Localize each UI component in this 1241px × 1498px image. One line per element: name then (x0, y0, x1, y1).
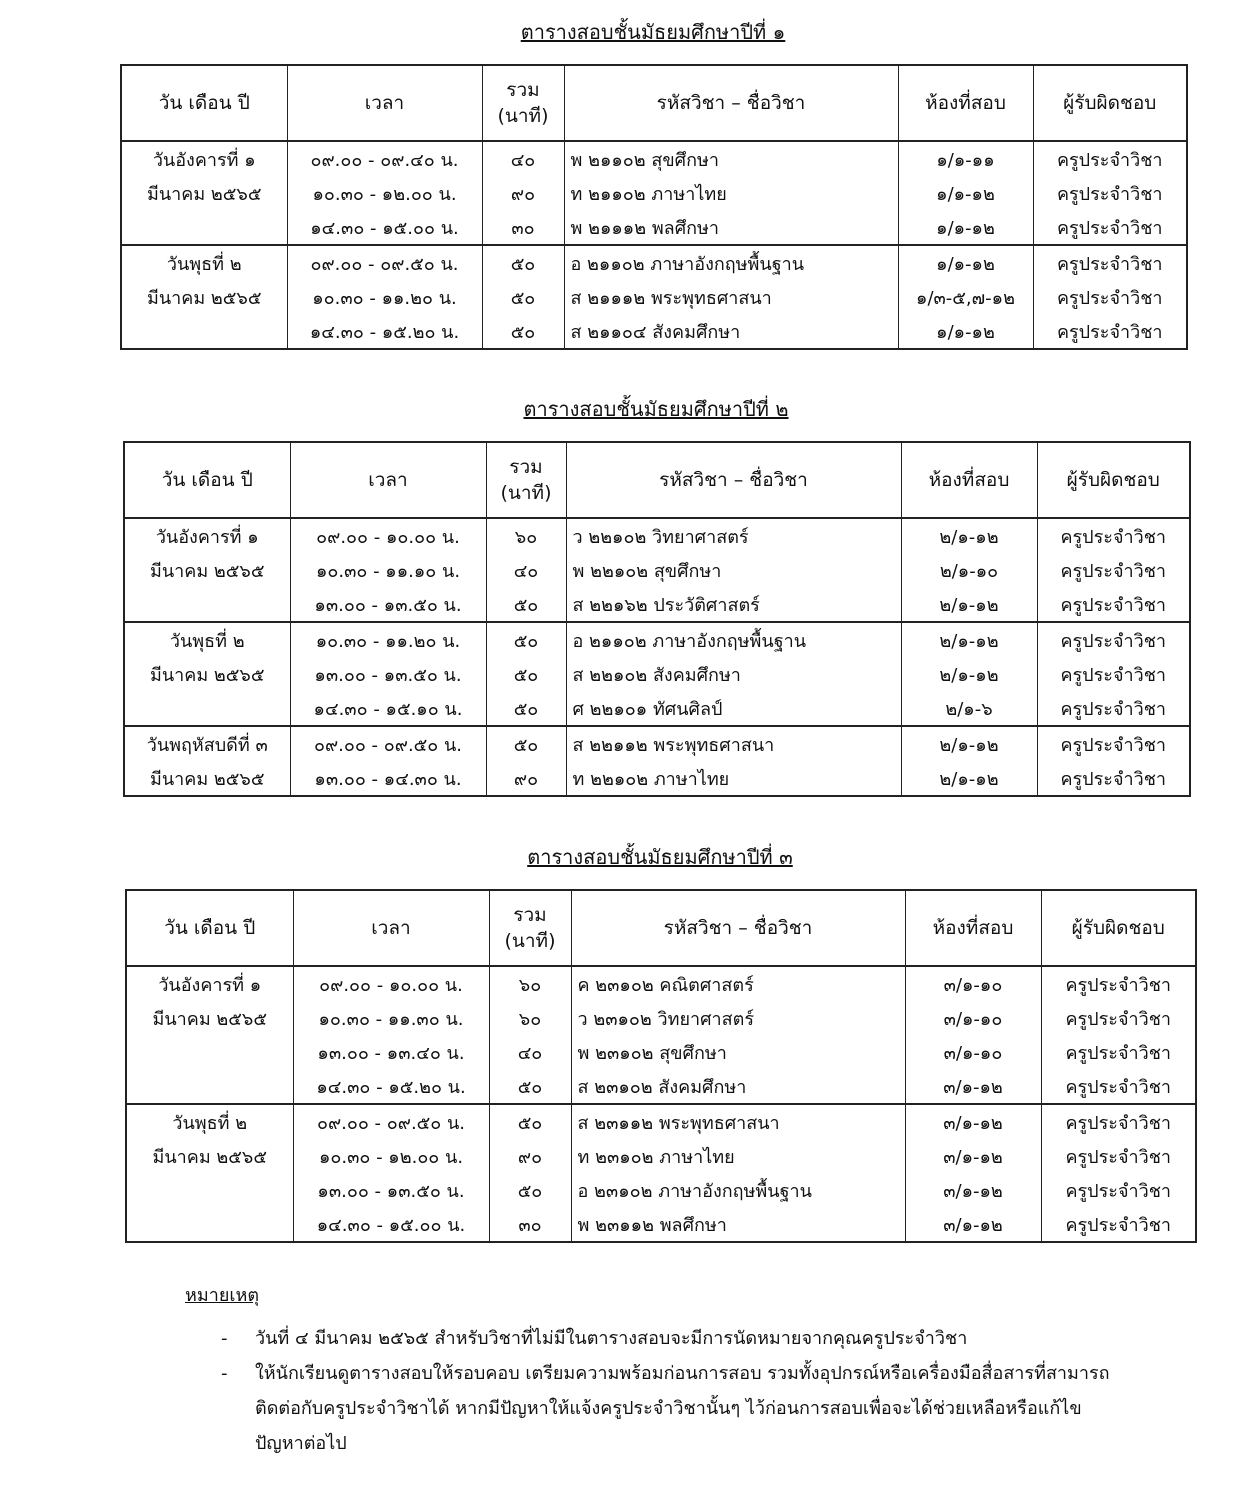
header-date: วัน เดือน ปี (121, 65, 287, 141)
table-row (126, 966, 1196, 1001)
date-cell (126, 1207, 293, 1242)
subject-cell: พ ๒๒๑๐๒ สุขศึกษา (566, 553, 901, 587)
room-cell: ๓/๑-๑๒ (905, 1207, 1041, 1242)
minutes-cell: ๓๐ (489, 1207, 571, 1242)
table-row (124, 587, 1190, 622)
table-body (124, 518, 1190, 796)
date-cell: มีนาคม ๒๕๖๕ (121, 280, 287, 314)
responsible-cell: ครูประจำวิชา (1037, 761, 1190, 796)
room-cell: ๑/๑-๑๒ (898, 245, 1033, 280)
subject-cell: ว ๒๓๑๐๒ วิทยาศาสตร์ (571, 1001, 905, 1035)
notes-title: หมายเหตุ (185, 1285, 260, 1306)
room-cell: ๓/๑-๑๐ (905, 1001, 1041, 1035)
time-cell: ๑๐.๓๐ - ๑๒.๐๐ น. (293, 1139, 489, 1173)
table-row (124, 691, 1190, 726)
exam-table (125, 889, 1197, 1243)
schedule-grade-1 (120, 20, 1186, 350)
time-cell: ๐๙.๐๐ - ๐๙.๔๐ น. (287, 141, 482, 176)
responsible-cell: ครูประจำวิชา (1041, 966, 1196, 1001)
minutes-cell: ๕๐ (486, 691, 566, 726)
header-minutes: รวม (นาที) (489, 890, 571, 966)
note-line (185, 1391, 1175, 1426)
table-row (126, 1035, 1196, 1069)
responsible-cell: ครูประจำวิชา (1037, 622, 1190, 657)
header-room: ห้องที่สอบ (905, 890, 1041, 966)
note-line (185, 1321, 1175, 1356)
header-time: เวลา (290, 442, 486, 518)
table-header-row (126, 890, 1196, 966)
time-cell: ๑๔.๓๐ - ๑๕.๒๐ น. (293, 1069, 489, 1104)
header-responsible: ผู้รับผิดชอบ (1041, 890, 1196, 966)
time-cell: ๑๐.๓๐ - ๑๑.๒๐ น. (290, 622, 486, 657)
room-cell: ๒/๑-๑๒ (901, 622, 1037, 657)
time-cell: ๐๙.๐๐ - ๐๙.๕๐ น. (290, 726, 486, 761)
date-cell (126, 1035, 293, 1069)
subject-cell: อ ๒๑๑๐๒ ภาษาอังกฤษพื้นฐาน (566, 622, 901, 657)
header-date: วัน เดือน ปี (124, 442, 290, 518)
notes-section (185, 1280, 1175, 1461)
time-cell: ๐๙.๐๐ - ๐๙.๕๐ น. (293, 1104, 489, 1139)
subject-cell: อ ๒๓๑๐๒ ภาษาอังกฤษพื้นฐาน (571, 1173, 905, 1207)
header-responsible: ผู้รับผิดชอบ (1037, 442, 1190, 518)
date-cell (126, 1173, 293, 1207)
time-cell: ๑๐.๓๐ - ๑๑.๓๐ น. (293, 1001, 489, 1035)
bullet-dash: - (221, 1363, 228, 1384)
table-row (126, 1001, 1196, 1035)
time-cell: ๑๓.๐๐ - ๑๔.๓๐ น. (290, 761, 486, 796)
subject-cell: ส ๒๓๑๐๒ สังคมศึกษา (571, 1069, 905, 1104)
date-cell (124, 587, 290, 622)
minutes-cell: ๙๐ (486, 761, 566, 796)
header-subject: รหัสวิชา – ชื่อวิชา (566, 442, 901, 518)
responsible-cell: ครูประจำวิชา (1037, 587, 1190, 622)
date-cell: มีนาคม ๒๕๖๕ (126, 1139, 293, 1173)
date-cell: มีนาคม ๒๕๖๕ (124, 553, 290, 587)
time-cell: ๑๔.๓๐ - ๑๕.๒๐ น. (287, 314, 482, 349)
responsible-cell: ครูประจำวิชา (1033, 245, 1187, 280)
minutes-cell: ๙๐ (489, 1139, 571, 1173)
minutes-cell: ๖๐ (489, 966, 571, 1001)
room-cell: ๑/๑-๑๒ (898, 176, 1033, 210)
room-cell: ๒/๑-๑๒ (901, 726, 1037, 761)
note-line (185, 1426, 1175, 1461)
time-cell: ๑๔.๓๐ - ๑๕.๐๐ น. (287, 210, 482, 245)
table-row (126, 1104, 1196, 1139)
minutes-cell: ๔๐ (482, 141, 564, 176)
minutes-cell: ๙๐ (482, 176, 564, 210)
time-cell: ๑๐.๓๐ - ๑๑.๑๐ น. (290, 553, 486, 587)
room-cell: ๒/๑-๑๒ (901, 761, 1037, 796)
table-row (124, 761, 1190, 796)
header-subject: รหัสวิชา – ชื่อวิชา (571, 890, 905, 966)
room-cell: ๑/๑-๑๒ (898, 210, 1033, 245)
note-text: ปัญหาต่อไป (255, 1433, 347, 1454)
room-cell: ๑/๓-๕,๗-๑๒ (898, 280, 1033, 314)
schedule-grade-2 (123, 397, 1189, 797)
minutes-cell: ๕๐ (489, 1173, 571, 1207)
table-row (121, 176, 1187, 210)
date-cell: วันพุธที่ ๒ (126, 1104, 293, 1139)
time-cell: ๑๐.๓๐ - ๑๑.๒๐ น. (287, 280, 482, 314)
subject-cell: ค ๒๓๑๐๒ คณิตศาสตร์ (571, 966, 905, 1001)
minutes-cell: ๕๐ (489, 1069, 571, 1104)
subject-cell: ท ๒๒๑๐๒ ภาษาไทย (566, 761, 901, 796)
room-cell: ๓/๑-๑๒ (905, 1173, 1041, 1207)
date-cell: วันพุธที่ ๒ (121, 245, 287, 280)
schedule-grade-3 (125, 845, 1195, 1243)
subject-cell: พ ๒๓๑๐๒ สุขศึกษา (571, 1035, 905, 1069)
schedule-title: ตารางสอบชั้นมัธยมศึกษาปีที่ ๓ (527, 845, 793, 869)
note-text: ติดต่อกับครูประจำวิชาได้ หากมีปัญหาให้แจ้งครูประจำวิชานั้นๆ ไว้ก่อนการสอบเพื่อจะได้ช่วยเหลือหรือแก้ไข (255, 1398, 1082, 1419)
subject-cell: ท ๒๓๑๐๒ ภาษาไทย (571, 1139, 905, 1173)
table-row (126, 1069, 1196, 1104)
header-room: ห้องที่สอบ (901, 442, 1037, 518)
date-cell: วันอังคารที่ ๑ (126, 966, 293, 1001)
room-cell: ๓/๑-๑๐ (905, 966, 1041, 1001)
subject-cell: ส ๒๒๑๑๒ พระพุทธศาสนา (566, 726, 901, 761)
minutes-cell: ๕๐ (486, 657, 566, 691)
date-cell: มีนาคม ๒๕๖๕ (124, 761, 290, 796)
header-time: เวลา (293, 890, 489, 966)
table-row (121, 245, 1187, 280)
responsible-cell: ครูประจำวิชา (1033, 280, 1187, 314)
header-responsible: ผู้รับผิดชอบ (1033, 65, 1187, 141)
room-cell: ๒/๑-๑๒ (901, 518, 1037, 553)
schedule-title: ตารางสอบชั้นมัธยมศึกษาปีที่ ๑ (520, 20, 786, 44)
subject-cell: พ ๒๑๑๐๒ สุขศึกษา (564, 141, 898, 176)
responsible-cell: ครูประจำวิชา (1041, 1104, 1196, 1139)
header-minutes: รวม (นาที) (486, 442, 566, 518)
responsible-cell: ครูประจำวิชา (1033, 210, 1187, 245)
date-cell (126, 1069, 293, 1104)
time-cell: ๐๙.๐๐ - ๑๐.๐๐ น. (290, 518, 486, 553)
time-cell: ๑๓.๐๐ - ๑๓.๔๐ น. (293, 1035, 489, 1069)
date-cell: มีนาคม ๒๕๖๕ (126, 1001, 293, 1035)
room-cell: ๒/๑-๖ (901, 691, 1037, 726)
responsible-cell: ครูประจำวิชา (1041, 1069, 1196, 1104)
header-room: ห้องที่สอบ (898, 65, 1033, 141)
responsible-cell: ครูประจำวิชา (1037, 518, 1190, 553)
note-text: วันที่ ๔ มีนาคม ๒๕๖๕ สำหรับวิชาที่ไม่มีในตารางสอบจะมีการนัดหมายจากคุณครูประจำวิชา (255, 1328, 968, 1349)
minutes-cell: ๕๐ (482, 245, 564, 280)
subject-cell: ส ๒๑๑๑๒ พระพุทธศาสนา (564, 280, 898, 314)
date-cell: วันพฤหัสบดีที่ ๓ (124, 726, 290, 761)
time-cell: ๑๓.๐๐ - ๑๓.๕๐ น. (290, 587, 486, 622)
responsible-cell: ครูประจำวิชา (1041, 1173, 1196, 1207)
notes-list (185, 1321, 1175, 1461)
bullet-dash: - (221, 1328, 228, 1349)
room-cell: ๓/๑-๑๐ (905, 1035, 1041, 1069)
table-body (121, 141, 1187, 349)
room-cell: ๑/๑-๑๑ (898, 141, 1033, 176)
time-cell: ๑๔.๓๐ - ๑๕.๑๐ น. (290, 691, 486, 726)
minutes-cell: ๔๐ (486, 553, 566, 587)
table-row (124, 622, 1190, 657)
subject-cell: พ ๒๓๑๑๒ พลศึกษา (571, 1207, 905, 1242)
table-row (124, 553, 1190, 587)
note-text: ให้นักเรียนดูตารางสอบให้รอบคอบ เตรียมความพร้อมก่อนการสอบ รวมทั้งอุปกรณ์หรือเครื่องมือสื่อสารที่สามารถ (255, 1363, 1110, 1384)
subject-cell: ส ๒๒๑๐๒ สังคมศึกษา (566, 657, 901, 691)
subject-cell: อ ๒๑๑๐๒ ภาษาอังกฤษพื้นฐาน (564, 245, 898, 280)
responsible-cell: ครูประจำวิชา (1041, 1207, 1196, 1242)
table-header-row (124, 442, 1190, 518)
date-cell: วันพุธที่ ๒ (124, 622, 290, 657)
exam-table (120, 64, 1188, 350)
responsible-cell: ครูประจำวิชา (1037, 657, 1190, 691)
table-row (121, 280, 1187, 314)
time-cell: ๑๐.๓๐ - ๑๒.๐๐ น. (287, 176, 482, 210)
time-cell: ๑๔.๓๐ - ๑๕.๐๐ น. (293, 1207, 489, 1242)
room-cell: ๓/๑-๑๒ (905, 1069, 1041, 1104)
subject-cell: ว ๒๒๑๐๒ วิทยาศาสตร์ (566, 518, 901, 553)
schedule-title: ตารางสอบชั้นมัธยมศึกษาปีที่ ๒ (523, 397, 789, 421)
table-row (124, 518, 1190, 553)
room-cell: ๓/๑-๑๒ (905, 1104, 1041, 1139)
minutes-cell: ๕๐ (489, 1104, 571, 1139)
date-cell: มีนาคม ๒๕๖๕ (124, 657, 290, 691)
minutes-cell: ๖๐ (486, 518, 566, 553)
date-cell (121, 210, 287, 245)
date-cell: วันอังคารที่ ๑ (121, 141, 287, 176)
minutes-cell: ๖๐ (489, 1001, 571, 1035)
date-cell: วันอังคารที่ ๑ (124, 518, 290, 553)
table-row (124, 726, 1190, 761)
room-cell: ๒/๑-๑๒ (901, 657, 1037, 691)
subject-cell: ส ๒๒๑๖๒ ประวัติศาสตร์ (566, 587, 901, 622)
table-row (121, 210, 1187, 245)
exam-table (123, 441, 1191, 797)
minutes-cell: ๕๐ (486, 726, 566, 761)
table-row (124, 657, 1190, 691)
subject-cell: ท ๒๑๑๐๒ ภาษาไทย (564, 176, 898, 210)
responsible-cell: ครูประจำวิชา (1037, 553, 1190, 587)
table-row (126, 1173, 1196, 1207)
responsible-cell: ครูประจำวิชา (1037, 691, 1190, 726)
room-cell: ๒/๑-๑๒ (901, 587, 1037, 622)
note-line (185, 1356, 1175, 1391)
minutes-cell: ๕๐ (482, 314, 564, 349)
subject-cell: พ ๒๑๑๑๒ พลศึกษา (564, 210, 898, 245)
room-cell: ๓/๑-๑๒ (905, 1139, 1041, 1173)
time-cell: ๑๓.๐๐ - ๑๓.๕๐ น. (293, 1173, 489, 1207)
responsible-cell: ครูประจำวิชา (1041, 1001, 1196, 1035)
table-row (121, 314, 1187, 349)
responsible-cell: ครูประจำวิชา (1033, 176, 1187, 210)
table-row (126, 1139, 1196, 1173)
responsible-cell: ครูประจำวิชา (1041, 1035, 1196, 1069)
time-cell: ๑๓.๐๐ - ๑๓.๕๐ น. (290, 657, 486, 691)
time-cell: ๐๙.๐๐ - ๑๐.๐๐ น. (293, 966, 489, 1001)
subject-cell: ศ ๒๒๑๐๑ ทัศนศิลป์ (566, 691, 901, 726)
minutes-cell: ๕๐ (486, 622, 566, 657)
header-minutes: รวม (นาที) (482, 65, 564, 141)
date-cell (124, 691, 290, 726)
minutes-cell: ๓๐ (482, 210, 564, 245)
header-date: วัน เดือน ปี (126, 890, 293, 966)
responsible-cell: ครูประจำวิชา (1037, 726, 1190, 761)
minutes-cell: ๕๐ (486, 587, 566, 622)
header-subject: รหัสวิชา – ชื่อวิชา (564, 65, 898, 141)
table-body (126, 966, 1196, 1242)
table-row (126, 1207, 1196, 1242)
table-row (121, 141, 1187, 176)
header-time: เวลา (287, 65, 482, 141)
minutes-cell: ๔๐ (489, 1035, 571, 1069)
subject-cell: ส ๒๑๑๐๔ สังคมศึกษา (564, 314, 898, 349)
time-cell: ๐๙.๐๐ - ๐๙.๕๐ น. (287, 245, 482, 280)
table-header-row (121, 65, 1187, 141)
responsible-cell: ครูประจำวิชา (1041, 1139, 1196, 1173)
responsible-cell: ครูประจำวิชา (1033, 141, 1187, 176)
date-cell: มีนาคม ๒๕๖๕ (121, 176, 287, 210)
date-cell (121, 314, 287, 349)
responsible-cell: ครูประจำวิชา (1033, 314, 1187, 349)
room-cell: ๒/๑-๑๐ (901, 553, 1037, 587)
subject-cell: ส ๒๓๑๑๒ พระพุทธศาสนา (571, 1104, 905, 1139)
minutes-cell: ๕๐ (482, 280, 564, 314)
room-cell: ๑/๑-๑๒ (898, 314, 1033, 349)
